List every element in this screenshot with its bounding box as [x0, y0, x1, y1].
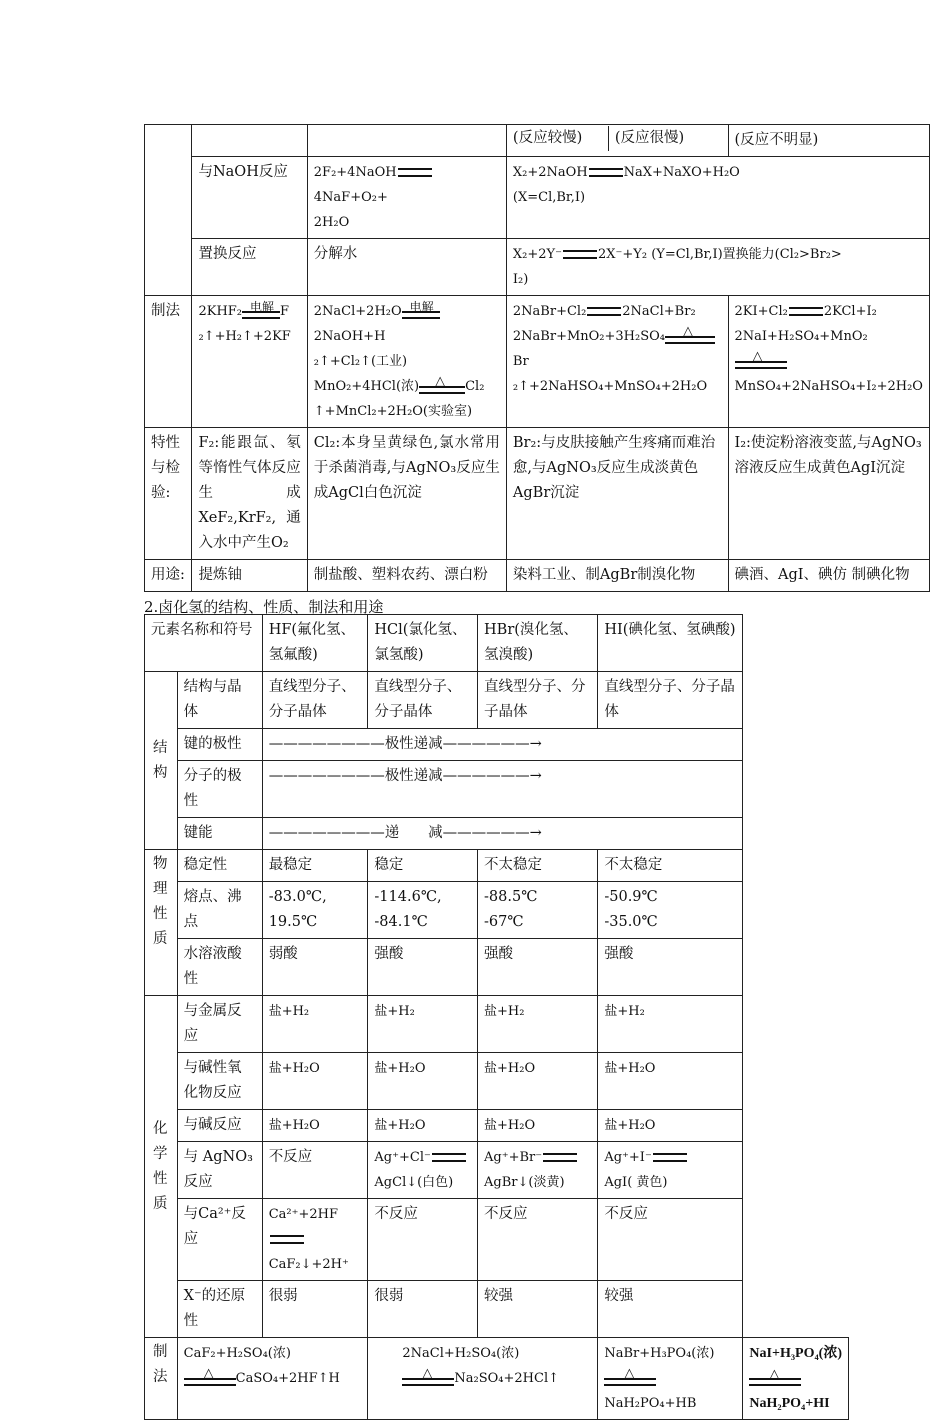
cell-text: 提炼铀	[192, 560, 307, 592]
cell-text: 盐+H₂	[262, 996, 368, 1053]
trend-arrow: ————————极性递减——————→	[262, 729, 743, 761]
cell-text: 较强	[598, 1281, 743, 1338]
cell-text: 不太稳定	[478, 850, 598, 882]
table-row	[145, 157, 930, 239]
halogen-table	[144, 124, 930, 592]
cell-text: 碘酒、AgI、碘仿 制碘化物	[728, 560, 930, 592]
cell-text: 直线型分子、分子晶体	[262, 672, 368, 729]
heat-sign: △	[749, 1372, 801, 1386]
table-row: 置换反应 分解水 X₂+2Y⁻ 2X⁻+Y₂ (Y=Cl,Br,I)置换能力(Cl₂>Br₂> I₂)	[145, 239, 930, 296]
cell-text: 染料工业、制AgBr制溴化物	[506, 560, 728, 592]
hydrogen-halide-table	[144, 614, 849, 1420]
cell-text: 不反应	[598, 1199, 743, 1281]
cell-text: 盐+H₂O	[478, 1053, 598, 1110]
electrolysis-sign: 电解	[402, 305, 440, 319]
table-row	[145, 1053, 849, 1110]
cell-text: 盐+H₂O	[598, 1110, 743, 1142]
group-head: 结构	[145, 672, 178, 850]
table-row	[145, 882, 849, 939]
equals-sign	[270, 1235, 304, 1244]
column-header: 元素名称和符号	[145, 615, 263, 672]
row-label: 与Ca²⁺反应	[177, 1199, 262, 1281]
cell-text: 盐+H₂	[368, 996, 478, 1053]
cell-text: 分解水	[307, 239, 506, 296]
cell-text: 盐+H₂O	[368, 1053, 478, 1110]
table-header-row	[145, 615, 849, 672]
cell-text: 最稳定	[262, 850, 368, 882]
section-caption: 2.卤化氢的结构、性质、制法和用途	[144, 598, 384, 616]
equals-sign	[653, 1153, 687, 1162]
equals-sign	[589, 168, 623, 177]
row-label: 与碱性氧化物反应	[177, 1053, 262, 1110]
equals-sign	[563, 250, 597, 259]
row-head: 用途:	[145, 560, 192, 592]
cell-text: 强酸	[478, 939, 598, 996]
table-row	[145, 1110, 849, 1142]
cell-text: 直线型分子、分子晶体	[598, 672, 743, 729]
cell-text: 制盐酸、塑料农药、漂白粉	[307, 560, 506, 592]
row-label: 水溶液酸性	[177, 939, 262, 996]
cell-text: 很弱	[368, 1281, 478, 1338]
heat-sign: △	[735, 355, 787, 369]
row-label: 结构与晶体	[177, 672, 262, 729]
cell-text: -83.0℃, 19.5℃	[262, 882, 368, 939]
row-label: X⁻的还原性	[177, 1281, 262, 1338]
row-label: 键的极性	[177, 729, 262, 761]
cell-text: 不反应	[478, 1199, 598, 1281]
equation-right: NaX+NaXO+H₂O	[623, 165, 740, 180]
cell-text: 直线型分子、分子晶体	[368, 672, 478, 729]
cell-text: -88.5℃ -67℃	[478, 882, 598, 939]
heat-sign: △	[665, 330, 715, 344]
cell-text: 不反应	[262, 1142, 368, 1199]
row-head: 制法	[145, 296, 192, 428]
cell-text: 盐+H₂O	[262, 1110, 368, 1142]
table-row: 与 AgNO₃ 反应 不反应 Ag⁺+Cl⁻ AgCl↓(白色) Ag⁺+Br⁻ AgBr↓(淡黄) Ag⁺+I⁻ AgI( 黄色)	[145, 1142, 849, 1199]
column-header: HCl(氯化氢、氯氢酸)	[368, 615, 478, 672]
equals-sign	[543, 1153, 577, 1162]
equals-sign	[587, 307, 621, 316]
cell-text: 盐+H₂O	[262, 1053, 368, 1110]
cell-text: 强酸	[598, 939, 743, 996]
row-label: 稳定性	[177, 850, 262, 882]
group-head: 制法	[145, 1338, 178, 1420]
equals-sign	[432, 1153, 466, 1162]
cell-text: 盐+H₂	[598, 996, 743, 1053]
row-label: 键能	[177, 818, 262, 850]
cell-text: 稳定	[368, 850, 478, 882]
trend-arrow: ————————递 减——————→	[262, 818, 743, 850]
cell-text: 盐+H₂O	[368, 1110, 478, 1142]
equation-cont: 2H₂O	[313, 215, 350, 230]
table-row	[145, 560, 930, 592]
row-label: 分子的极性	[177, 761, 262, 818]
cell-text: 强酸	[368, 939, 478, 996]
cell-text: (反应不明显)	[728, 125, 930, 157]
row-label: 熔点、沸点	[177, 882, 262, 939]
table-row	[145, 672, 849, 729]
cell-text: 弱酸	[262, 939, 368, 996]
table-row	[145, 996, 849, 1053]
equation-left: X₂+2NaOH	[512, 165, 588, 180]
table-row: 制法 2KHF₂ 电解 F ₂↑+H₂↑+2KF 2NaCl+2H₂O 电解 2NaOH+H ₂↑+Cl₂↑(工业) MnO₂+4HCl(浓) △ Cl₂ ↑+MnCl₂+2H₂O(实验室) 2NaBr+Cl₂ 2NaCl+Br₂ 2NaBr+MnO₂+3H₂SO₄ △ Br ₂↑+2NaHSO₄+MnSO₄+2H₂O 2KI+Cl₂ 2KCl+I₂ 2NaI+H₂SO₄+MnO₂ △ MnSO₄+2NaHSO₄+I₂+2H₂O	[145, 296, 930, 428]
cell-text: 盐+H₂O	[598, 1053, 743, 1110]
equation-left: 2F₂+4NaOH	[313, 165, 397, 180]
cell-text: Cl₂:本身呈黄绿色,氯水常用于杀菌消毒,与AgNO₃反应生成AgCl白色沉淀	[307, 428, 506, 560]
table-row	[145, 125, 930, 157]
table-row	[145, 939, 849, 996]
column-header: HF(氟化氢、氢氟酸)	[262, 615, 368, 672]
cell-text: 较强	[478, 1281, 598, 1338]
cell-text: F₂:能跟氙、氡等惰性气体反应生成XeF₂,KrF₂,通入水中产生O₂	[192, 428, 307, 560]
cell-text: -114.6℃, -84.1℃	[368, 882, 478, 939]
row-label: 与碱反应	[177, 1110, 262, 1142]
cell-text: 盐+H₂O	[478, 1110, 598, 1142]
heat-sign: △	[604, 1372, 656, 1386]
table-row	[145, 729, 849, 761]
equals-sign	[789, 307, 823, 316]
cell-text: 直线型分子、分子晶体	[478, 672, 598, 729]
cell-text: 不反应	[368, 1199, 478, 1281]
table-row: 与Ca²⁺反应 Ca²⁺+2HF CaF₂↓+2H⁺ 不反应 不反应 不反应	[145, 1199, 849, 1281]
table-row	[145, 428, 930, 560]
column-header: HBr(溴化氢、氢溴酸)	[478, 615, 598, 672]
trend-arrow: ————————极性递减——————→	[262, 761, 743, 818]
cell-text: -50.9℃ -35.0℃	[598, 882, 743, 939]
cell-text: 不太稳定	[598, 850, 743, 882]
row-head: 特性与检验:	[145, 428, 192, 560]
table-row	[145, 761, 849, 818]
cell-text: Br₂:与皮肤接触产生疼痛而难治愈,与AgNO₃反应生成淡黄色AgBr沉淀	[506, 428, 728, 560]
table-row	[145, 1281, 849, 1338]
equation-note: (X=Cl,Br,I)	[512, 190, 586, 205]
group-head: 化学性质	[145, 996, 178, 1338]
cell-text: I₂:使淀粉溶液变蓝,与AgNO₃溶液反应生成黄色AgI沉淀	[728, 428, 930, 560]
group-head: 物理性质	[145, 850, 178, 996]
cell-text: (反应较慢)	[507, 126, 609, 151]
row-label: 与 AgNO₃ 反应	[177, 1142, 262, 1199]
equals-sign	[398, 168, 432, 177]
table-row: 制法 CaF₂+H₂SO₄(浓) △ CaSO₄+2HF↑H 2NaCl+H₂SO₄(浓) △ Na₂SO₄+2HCl↑ NaBr+H₃PO₄(浓) △ NaH₂PO₄+HB NaI+H₃PO₄(浓) △ NaH₂PO₄+HI	[145, 1338, 849, 1420]
row-label: 与NaOH反应	[192, 157, 307, 239]
electrolysis-sign: 电解	[242, 305, 280, 319]
equation-right: 4NaF+O₂+	[313, 190, 388, 205]
cell-text: 盐+H₂	[478, 996, 598, 1053]
cell-text: (反应很慢)	[614, 130, 685, 146]
table-row	[145, 850, 849, 882]
cell-text: 很弱	[262, 1281, 368, 1338]
table-row	[145, 818, 849, 850]
heat-sign: △	[419, 380, 465, 394]
heat-sign: △	[402, 1372, 454, 1386]
row-label: 置换反应	[192, 239, 307, 296]
column-header: HI(碘化氢、氢碘酸)	[598, 615, 743, 672]
heat-sign: △	[184, 1372, 236, 1386]
row-label: 与金属反应	[177, 996, 262, 1053]
